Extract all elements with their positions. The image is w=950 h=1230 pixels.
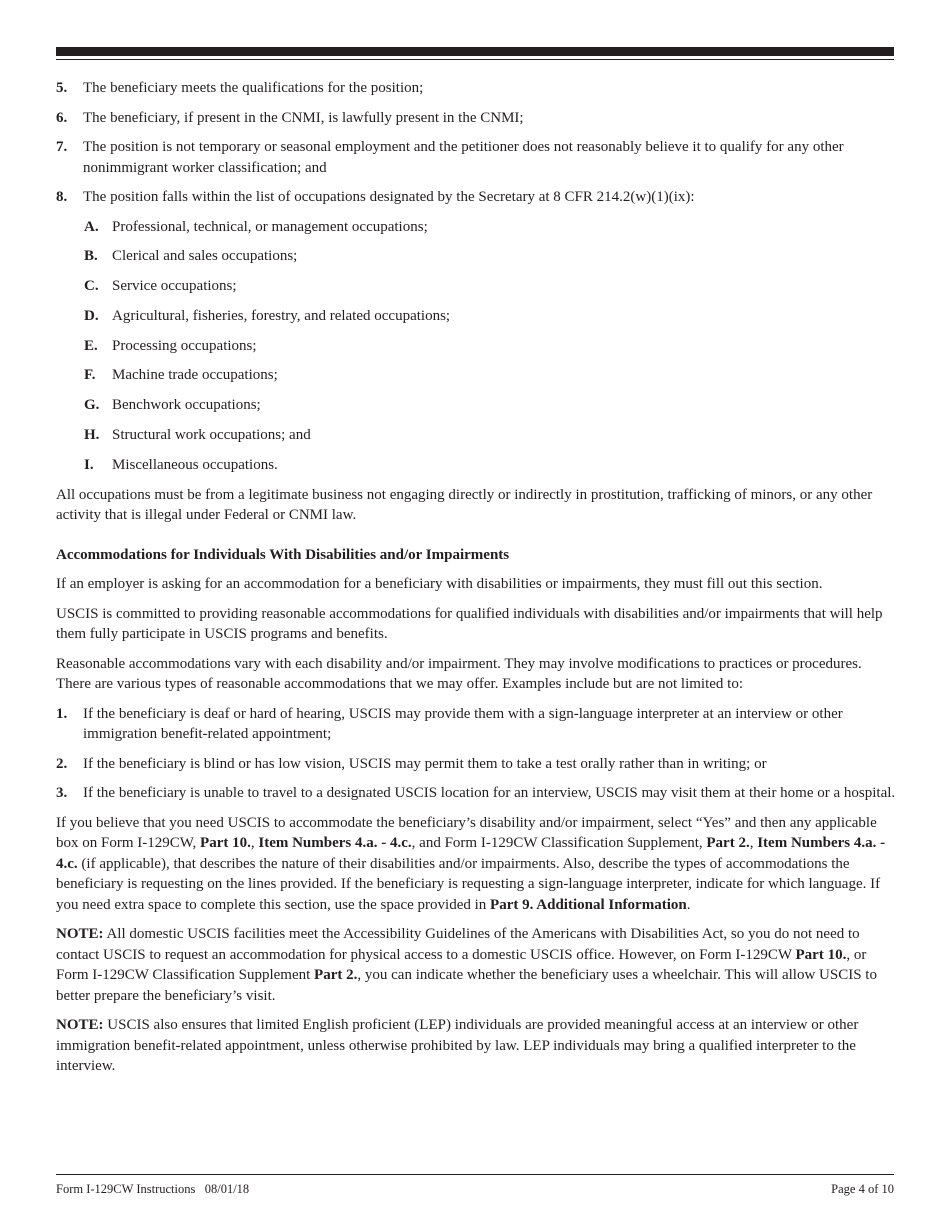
text-run: All domestic USCIS facilities meet the Accessibility Guidelines of the Americans with Disabilities Act, so you do not need to contact USCIS to request an accommodation for physical access to a domestic USCIS office. However, on Form I-129CW — [56, 926, 860, 963]
occupation-item-c — [56, 276, 896, 297]
item-text: Professional, technical, or management occupations; — [112, 218, 428, 235]
page-content — [56, 78, 896, 1086]
bold-reference: Part 10. — [795, 946, 847, 963]
occupation-item-d — [56, 306, 896, 327]
note-paragraph — [56, 924, 896, 1006]
item-text: Machine trade occupations; — [112, 367, 278, 384]
item-number: 1. — [56, 705, 68, 722]
text-run: , you can indicate whether the beneficiary uses a wheelchair. This will allow USCIS to better prepare the beneficiary’s visit. — [56, 967, 877, 1004]
footer-form-id: Form I-129CW Instructions 08/01/18 — [56, 1182, 250, 1196]
note-label: NOTE: — [56, 1017, 104, 1034]
bold-reference: Part 2. — [706, 835, 750, 852]
text-run: USCIS also ensures that limited English proficient (LEP) individuals are provided meaningful access at an interview or other immigration benefit-related appointment, unless otherwise prohibited by law. LEP individuals may bring a qualified interpreter to the interview. — [56, 1017, 859, 1075]
item-letter: F. — [84, 367, 96, 384]
item-number: 5. — [56, 80, 68, 96]
bold-reference: Item Numbers 4.a. - 4.c. — [56, 835, 886, 872]
note-label: NOTE: — [56, 926, 104, 943]
text-run: (if applicable), that describes the nature of their disabilities and/or impairments. Also, describe the types of accommodations the beneficiary is requesting on the lines provided. If the beneficiary is requesting a sign-language interpreter, indicate for which language. If you need extra space to complete this section, use the space provided in — [56, 855, 881, 913]
item-letter: D. — [84, 307, 99, 324]
footer-page-number: Page 4 of 10 — [831, 1182, 894, 1196]
item-text: Clerical and sales occupations; — [112, 248, 298, 265]
text-run: , — [749, 835, 758, 852]
header-rule-thick — [56, 47, 894, 56]
bold-reference: Part 10. — [200, 835, 251, 852]
item-letter: B. — [84, 248, 98, 265]
item-number: 8. — [56, 189, 68, 205]
item-text: Structural work occupations; and — [112, 427, 311, 444]
item-number: 3. — [56, 785, 68, 802]
bold-reference: Item Numbers 4.a. - 4.c. — [258, 835, 412, 852]
instructions-paragraph — [56, 813, 896, 916]
item-letter: A. — [84, 218, 99, 235]
section-heading: Accommodations for Individuals With Disabilities and/or Impairments — [56, 546, 510, 563]
text-run: , — [250, 835, 259, 852]
item-text: If the beneficiary is deaf or hard of hearing, USCIS may provide them with a sign-language interpreter at an interview or other immigration benefit-related appointment; — [83, 705, 843, 743]
criteria-item-6 — [56, 108, 896, 129]
item-text: If the beneficiary is blind or has low vision, USCIS may permit them to take a test orally rather than in writing; or — [83, 755, 767, 772]
item-letter: I. — [84, 456, 94, 473]
criteria-item-5 — [56, 78, 896, 99]
item-number: 2. — [56, 755, 68, 772]
bold-reference: Part 2. — [314, 967, 358, 984]
example-item-1 — [56, 704, 896, 745]
item-text: The position falls within the list of occupations designated by the Secretary at 8 CFR 214.2(w)(1)(ix): — [83, 189, 695, 205]
occupation-item-e — [56, 336, 896, 357]
text-run: . — [686, 896, 691, 913]
criteria-item-7 — [56, 137, 896, 178]
occupation-item-g — [56, 395, 896, 416]
occupation-item-b — [56, 246, 896, 267]
occupation-item-a — [56, 217, 896, 238]
item-letter: E. — [84, 337, 98, 354]
paragraph: USCIS is committed to providing reasonable accommodations for qualified individuals with disabilities and/or impairments that will help them fully participate in USCIS programs and benefits. — [56, 605, 883, 643]
item-text: The position is not temporary or seasonal employment and the petitioner does not reasonably believe it to qualify for any other nonimmigrant worker classification; and — [83, 139, 844, 176]
item-letter: H. — [84, 427, 100, 444]
header-rule-thin — [56, 59, 894, 60]
example-item-3 — [56, 783, 896, 804]
bold-reference: Part 9. Additional Information — [490, 896, 687, 913]
paragraph: Reasonable accommodations vary with each disability and/or impairment. They may involve modifications to practices or procedures. There are various types of reasonable accommodations that we may offer. Examples include but are not limited to: — [56, 655, 862, 693]
criteria-item-8 — [56, 187, 896, 208]
item-text: Processing occupations; — [112, 337, 257, 354]
occupations-note: All occupations must be from a legitimate business not engaging directly or indirectly in prostitution, trafficking of minors, or any other activity that is illegal under Federal or CNMI law. — [56, 486, 873, 524]
item-text: Agricultural, fisheries, forestry, and related occupations; — [112, 307, 451, 324]
paragraph: If an employer is asking for an accommodation for a beneficiary with disabilities or impairments, they must fill out this section. — [56, 576, 823, 593]
item-text: Service occupations; — [112, 278, 237, 295]
text-run: If you believe that you need USCIS to accommodate the beneficiary’s disability and/or impairment, select “Yes” and then any applicable box on Form I-129CW, — [56, 814, 877, 852]
item-text: The beneficiary, if present in the CNMI, is lawfully present in the CNMI; — [83, 109, 524, 126]
item-text: Miscellaneous occupations. — [112, 456, 278, 473]
item-text: If the beneficiary is unable to travel to a designated USCIS location for an interview, USCIS may visit them at their home or a hospital. — [83, 785, 896, 802]
item-number: 7. — [56, 139, 68, 155]
occupation-item-f — [56, 365, 896, 386]
item-letter: G. — [84, 397, 100, 414]
item-text: The beneficiary meets the qualifications for the position; — [83, 80, 424, 96]
note-paragraph — [56, 1015, 896, 1077]
item-number: 6. — [56, 109, 68, 126]
occupation-item-i — [56, 455, 896, 476]
example-item-2 — [56, 754, 896, 775]
item-letter: C. — [84, 278, 99, 295]
text-run: , or Form I-129CW Classification Supplement — [56, 946, 867, 984]
footer-rule — [56, 1174, 894, 1175]
text-run: , and Form I-129CW Classification Supplement, — [411, 835, 707, 852]
item-text: Benchwork occupations; — [112, 397, 261, 414]
occupation-item-h — [56, 425, 896, 446]
